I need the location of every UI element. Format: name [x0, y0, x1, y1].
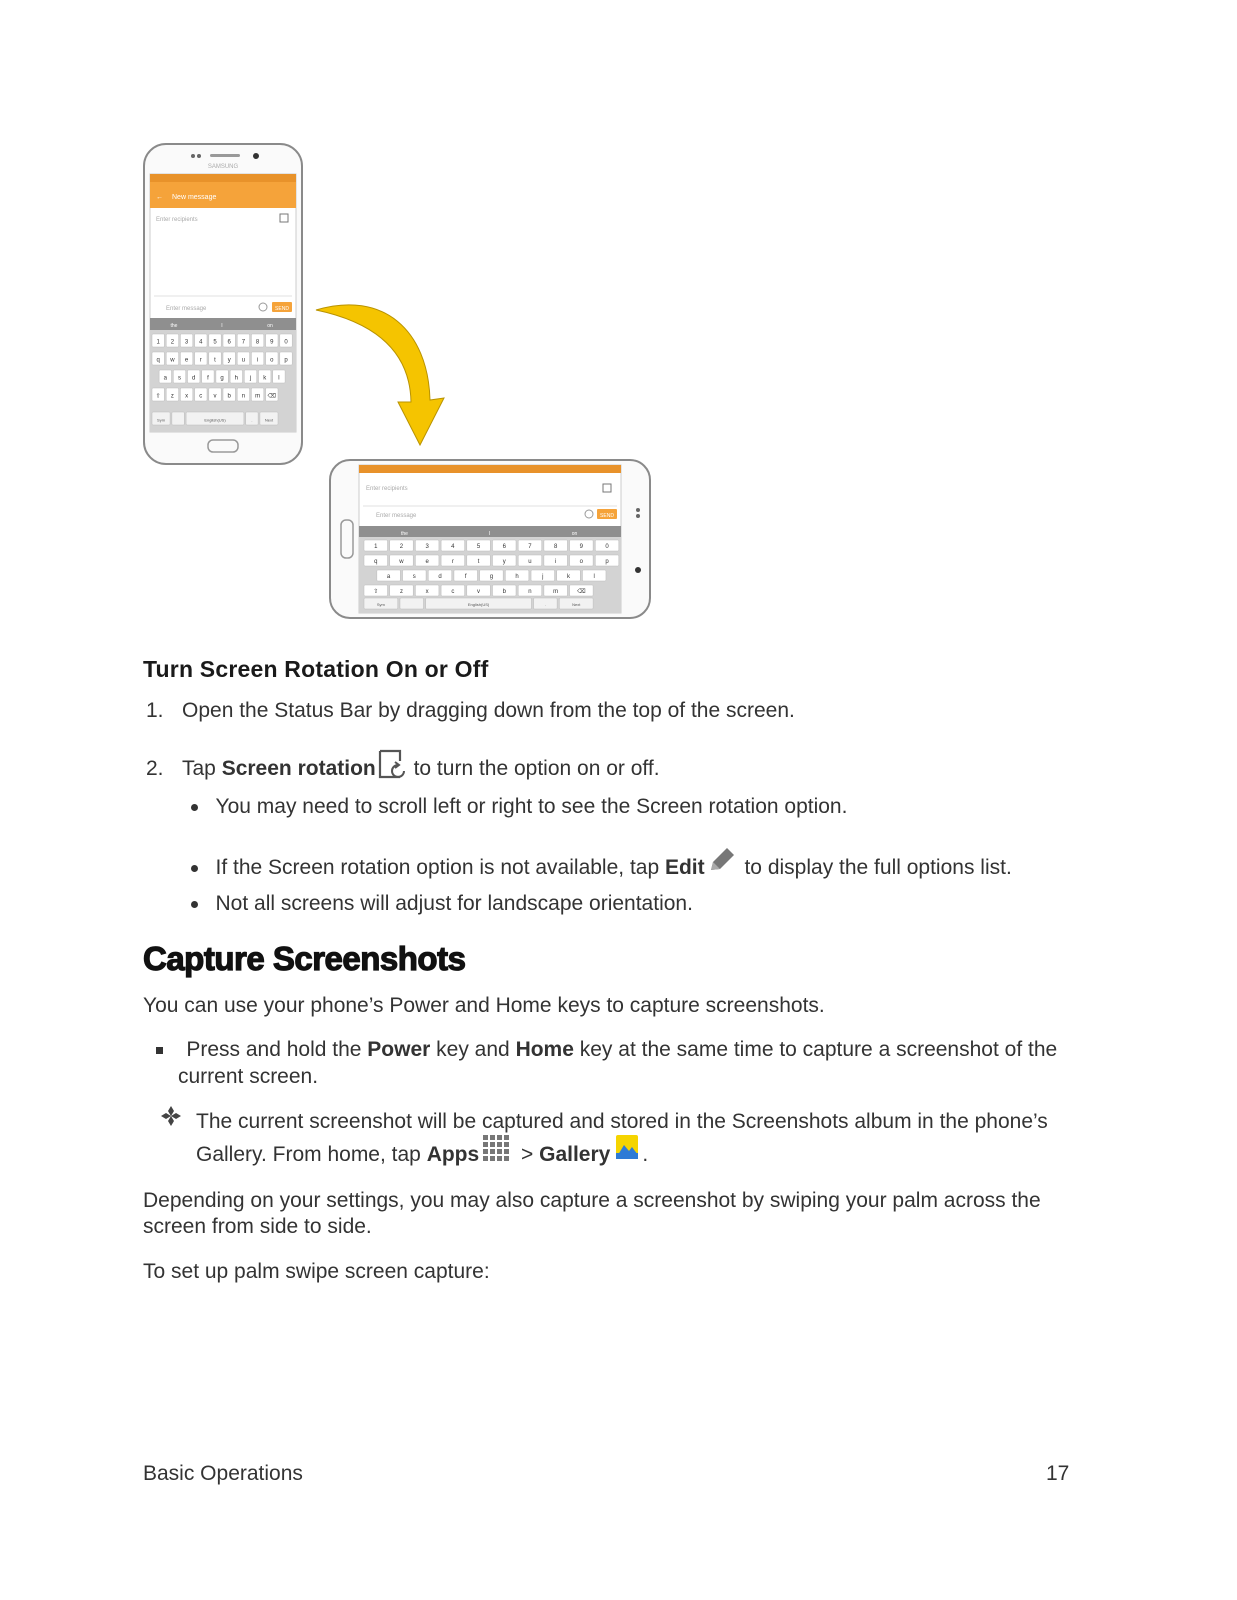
suggestion-word: I: [221, 323, 223, 329]
key-label: t: [214, 357, 216, 364]
screen-rotation-illustration: [138, 140, 658, 625]
screen-rotation-icon: [376, 749, 408, 786]
key-label: q: [374, 558, 378, 565]
intro-paragraph: You can use your phone’s Power and Home keys to capture screenshots.: [143, 994, 825, 1017]
key-label: k: [263, 375, 267, 382]
edit-label: Edit: [664, 856, 705, 879]
key-label: v: [213, 393, 217, 400]
key-label: 4: [199, 339, 203, 346]
key-label: 2: [170, 339, 175, 346]
step-text: Open the Status Bar by dragging down from the top of the screen.: [182, 699, 795, 722]
key-label: r: [199, 357, 202, 364]
key-label: o: [579, 558, 584, 565]
key-label: y: [227, 357, 231, 364]
key-label: English(US): [467, 601, 490, 607]
section-heading: Turn Screen Rotation On or Off: [143, 656, 489, 682]
key-label: g: [489, 573, 494, 580]
setup-paragraph: To set up palm swipe screen capture:: [143, 1260, 490, 1283]
step-bullet: Not all screens will adjust for landscape orientation.: [191, 890, 693, 917]
key-label: k: [567, 573, 570, 580]
portrait-phone: [144, 144, 302, 464]
landscape-send-label: SEND: [600, 513, 614, 519]
step-number: 1.: [146, 699, 164, 722]
step-bullet: You may need to scroll left or right to see the Screen rotation option.: [191, 793, 847, 820]
key-label: m: [255, 393, 261, 400]
key-label: 3: [425, 543, 429, 550]
press-bullet: Press and hold the Power key and Home key at the same time to capture a screenshot of the: [156, 1036, 1057, 1063]
key-label: d: [192, 375, 196, 382]
key-label: u: [528, 558, 532, 565]
key-label: y: [502, 558, 506, 565]
key-label: a: [163, 375, 167, 382]
key-label: Sym: [376, 601, 385, 607]
key-label: l: [278, 375, 280, 382]
key-label: ⇧: [155, 393, 161, 400]
key-label: 6: [502, 543, 506, 550]
key-label: f: [207, 375, 209, 382]
key-label: p: [284, 357, 288, 364]
key-label: 7: [241, 339, 246, 346]
bullet-dot: [191, 901, 198, 908]
footer-section: Basic Operations: [143, 1462, 303, 1485]
key-label: v: [477, 588, 481, 595]
key-label: 4: [451, 543, 455, 550]
gallery-label: Gallery: [539, 1143, 611, 1166]
bullet-square: [156, 1047, 163, 1054]
key-label: z: [399, 588, 403, 595]
step-2: 2. Tap Screen rotation to turn the option on or off.: [146, 749, 660, 786]
key-label: Sym: [157, 417, 166, 423]
key-label: h: [515, 573, 519, 580]
depending-line1: Depending on your settings, you may also capture a screenshot by swiping your palm across the: [143, 1189, 1041, 1212]
screen-rotation-label: Screen rotation: [221, 757, 376, 780]
key-label: 5: [476, 543, 481, 550]
key-label: n: [528, 588, 532, 595]
key-label: l: [593, 573, 595, 580]
suggestion-word: on: [571, 531, 578, 537]
key-label: t: [477, 558, 480, 565]
key-label: 9: [270, 339, 274, 346]
suggestion-word: I: [488, 531, 491, 537]
key-label: 7: [528, 543, 532, 550]
key-label: r: [451, 558, 454, 565]
bullet-dot: [191, 804, 198, 811]
key-label: .: [544, 601, 546, 607]
key-label: s: [412, 573, 416, 580]
key-label: c: [451, 588, 455, 595]
landscape-message-field: Enter message: [376, 513, 417, 519]
key-label: n: [241, 393, 246, 400]
key-label: Next: [572, 601, 581, 607]
main-heading: Capture Screenshots: [143, 940, 466, 977]
depending-line2: screen from side to side.: [143, 1215, 372, 1238]
keyboard-key: [172, 412, 184, 425]
landscape-phone: [330, 460, 650, 618]
note-line1: The current screenshot will be captured and stored in the Screenshots album in the phone’s: [196, 1110, 1048, 1133]
apps-label: Apps: [426, 1143, 480, 1166]
key-label: 0: [284, 339, 288, 346]
note-line2: Gallery. From home, tap Apps > Gallery .: [196, 1133, 648, 1172]
key-label: b: [502, 588, 506, 595]
key-label: i: [554, 558, 557, 565]
svg-text:←: ←: [156, 194, 163, 201]
key-label: f: [464, 573, 467, 580]
key-label: h: [234, 375, 238, 382]
step-number: 2.: [146, 757, 164, 780]
key-label: 2: [399, 543, 404, 550]
key-label: .: [251, 417, 253, 423]
key-label: d: [438, 573, 442, 580]
suggestion-word: on: [267, 323, 273, 329]
keyboard-key: [400, 598, 424, 609]
key-label: b: [227, 393, 231, 400]
app-bar-title: New message: [172, 194, 217, 201]
key-label: e: [184, 357, 189, 364]
send-label: SEND: [275, 306, 289, 312]
key-label: English(US): [204, 417, 226, 423]
pencil-icon: [705, 846, 739, 885]
key-label: o: [270, 357, 274, 364]
key-label: ⌫: [267, 393, 277, 400]
key-label: g: [220, 375, 224, 382]
apps-grid-icon: [479, 1133, 515, 1172]
key-label: w: [399, 558, 404, 565]
gallery-icon: [610, 1133, 642, 1172]
rotation-arrow: [316, 305, 444, 445]
suggestion-word: the: [401, 531, 408, 537]
key-label: ⇧: [373, 588, 379, 595]
key-label: c: [199, 393, 203, 400]
key-label: 8: [553, 543, 558, 550]
note-icon: [160, 1105, 182, 1132]
key-label: 9: [579, 543, 584, 550]
key-label: 5: [213, 339, 217, 346]
message-field: Enter message: [166, 306, 207, 312]
key-label: a: [386, 573, 391, 580]
press-bullet-line2: current screen.: [178, 1065, 319, 1088]
step-1: [146, 697, 795, 724]
key-label: e: [425, 558, 429, 565]
bullet-dot: [191, 865, 198, 872]
key-label: 6: [227, 339, 231, 346]
key-label: 0: [605, 543, 609, 550]
key-label: 1: [374, 543, 378, 550]
key-label: j: [542, 573, 544, 580]
key-label: m: [553, 588, 559, 595]
key-label: 1: [156, 339, 160, 346]
key-label: 3: [184, 339, 189, 346]
key-label: q: [156, 357, 160, 364]
landscape-recipients-field: Enter recipients: [366, 486, 408, 492]
key-label: x: [425, 588, 429, 595]
key-label: p: [605, 558, 609, 565]
suggestion-word: the: [170, 323, 178, 329]
key-label: w: [170, 357, 175, 364]
key-label: ⌫: [577, 588, 586, 595]
page-number: 17: [1046, 1462, 1070, 1485]
step-bullet: If the Screen rotation option is not available, tap Edit to display the full options list.: [191, 846, 1012, 885]
key-label: u: [241, 357, 246, 364]
key-label: x: [185, 393, 189, 400]
key-label: Next: [264, 417, 274, 423]
key-label: 8: [255, 339, 260, 346]
phone-brand: SAMSUNG: [207, 164, 239, 170]
key-label: i: [256, 357, 259, 364]
key-label: z: [170, 393, 174, 400]
key-label: j: [249, 375, 252, 382]
recipients-field: Enter recipients: [156, 217, 198, 223]
key-label: s: [178, 375, 181, 382]
